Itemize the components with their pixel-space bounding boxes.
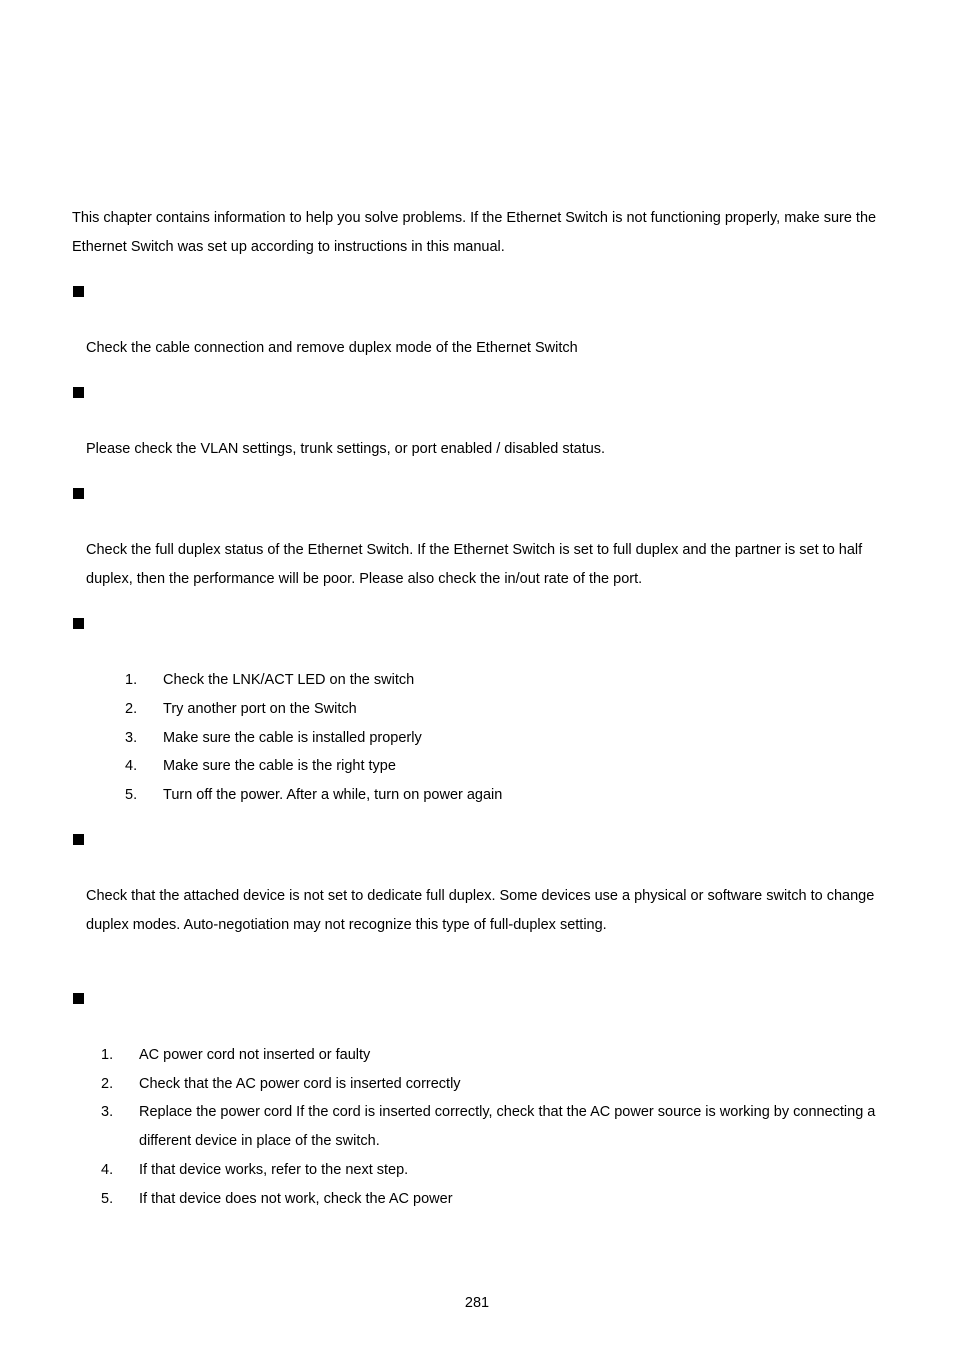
list-item-text: Check that the AC power cord is inserted correctly [139,1076,461,1092]
list-item-number: 4. [101,1162,114,1178]
section-5-line-1: Check that the attached device is not set to dedicate full duplex. Some devices use a physical or software switch to change [86,888,875,904]
section-5-line-2: duplex modes. Auto-negotiation may not recognize this type of full-duplex setting. [86,917,607,933]
section-bullet-icon [73,488,84,499]
list-item-number: 1. [125,672,138,688]
page-number: 281 [464,1295,490,1311]
list-item-text: Try another port on the Switch [163,701,357,717]
intro-line-1: This chapter contains information to help you solve problems. If the Ethernet Switch is not functioning properly, make sure the [72,210,877,226]
section-bullet-icon [73,387,84,398]
intro-line-2: Ethernet Switch was set up according to instructions in this manual. [72,239,505,255]
list-item-text-continued: different device in place of the switch. [139,1133,380,1149]
list-item-text: Replace the power cord If the cord is inserted correctly, check that the AC power source is working by connecting a [139,1104,876,1120]
section-2-text: Please check the VLAN settings, trunk settings, or port enabled / disabled status. [86,441,606,457]
section-3-line-1: Check the full duplex status of the Ethernet Switch. If the Ethernet Switch is set to full duplex and the partner is set to half [86,542,863,558]
list-item-number: 5. [125,787,138,803]
list-item-number: 4. [125,758,138,774]
list-item-number: 2. [101,1076,114,1092]
section-bullet-icon [73,834,84,845]
list-item-text: AC power cord not inserted or faulty [139,1047,371,1063]
list-item-text: If that device does not work, check the AC power [139,1191,453,1207]
section-bullet-icon [73,993,84,1004]
list-item-number: 3. [101,1104,114,1120]
section-bullet-icon [73,286,84,297]
list-item-number: 5. [101,1191,114,1207]
section-bullet-icon [73,618,84,629]
list-item-text: Turn off the power. After a while, turn on power again [163,787,503,803]
list-item-number: 2. [125,701,138,717]
list-item-number: 1. [101,1047,114,1063]
list-item-text: If that device works, refer to the next step. [139,1162,409,1178]
list-item-number: 3. [125,730,138,746]
list-item-text: Make sure the cable is the right type [163,758,396,774]
list-item-text: Check the LNK/ACT LED on the switch [163,672,415,688]
list-item-text: Make sure the cable is installed properly [163,730,422,746]
section-3-line-2: duplex, then the performance will be poor. Please also check the in/out rate of the port. [86,571,643,587]
section-1-text: Check the cable connection and remove duplex mode of the Ethernet Switch [86,340,578,356]
